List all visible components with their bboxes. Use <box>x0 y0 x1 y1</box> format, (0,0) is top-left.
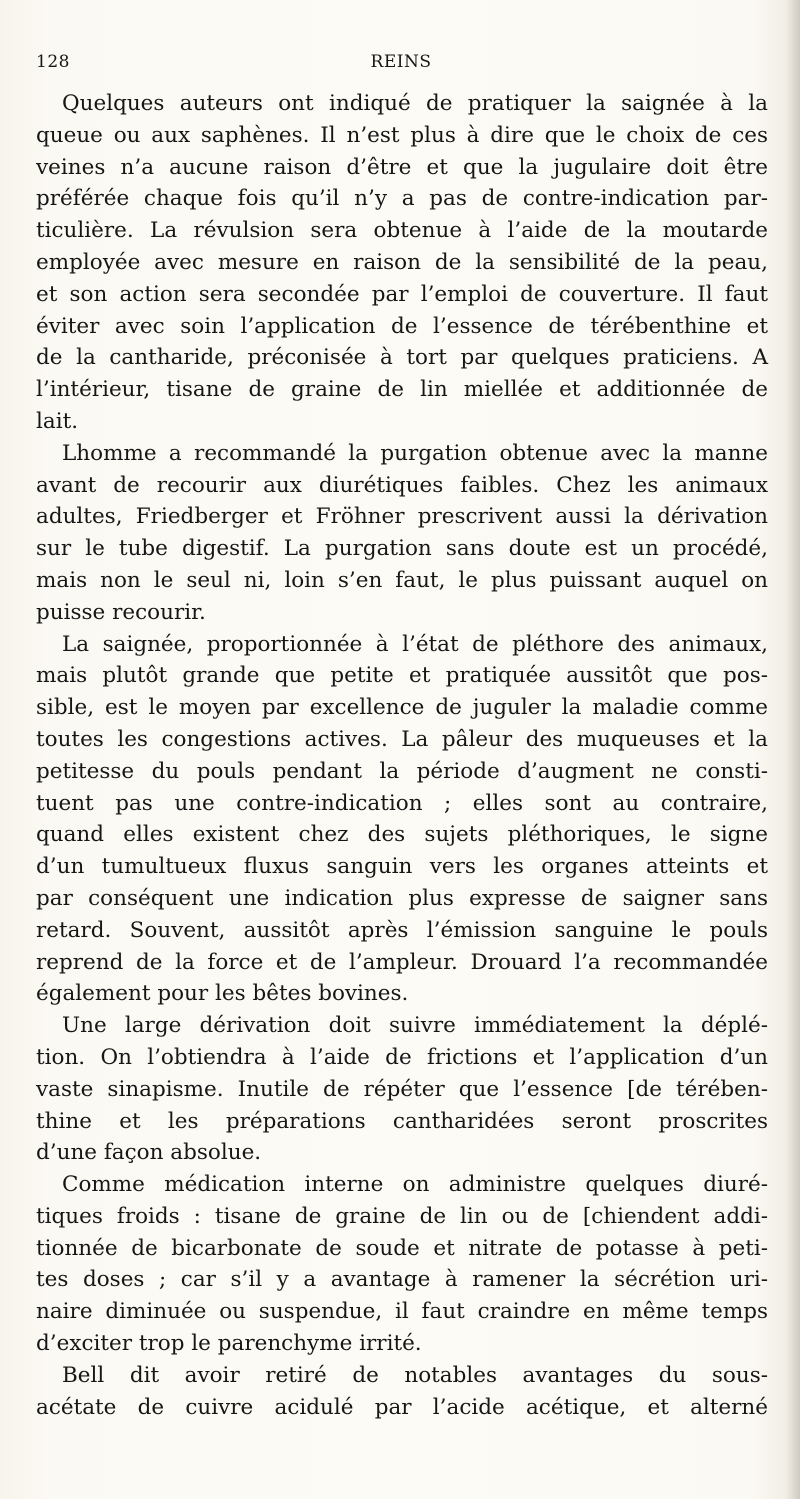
text-line: et son action sera secondée par l’emploi de couverture. Il faut <box>36 281 768 307</box>
text-line: thine et les préparations cantharidées seront proscrites <box>36 1108 768 1134</box>
text-line: tiques froids : tisane de graine de lin ou de [chiendent addi- <box>36 1203 768 1229</box>
text-line: Bell dit avoir retiré de notables avantages du sous- <box>62 1362 768 1388</box>
text-line: vaste sinapisme. Inutile de répéter que l’essence [de térében- <box>36 1076 768 1102</box>
text-line: lait. <box>36 408 79 434</box>
text-line: par conséquent une indication plus expresse de saigner sans <box>36 885 768 911</box>
text-line: ticulière. La révulsion sera obtenue à l’aide de la moutarde <box>36 218 768 244</box>
body-text <box>36 88 768 1423</box>
text-line: puisse recourir. <box>36 599 206 625</box>
text-line: acétate de cuivre acidulé par l’acide acétique, et alterné <box>36 1394 768 1420</box>
text-line: préférée chaque fois qu’il n’y a pas de contre-indication par- <box>36 186 768 212</box>
text-line: tes doses ; car s’il y a avantage à ramener la sécrétion uri- <box>36 1267 768 1293</box>
text-line: l’intérieur, tisane de graine de lin miellée et additionnée de <box>36 377 768 403</box>
paragraph <box>36 438 768 629</box>
text-line: reprend de la force et de l’ampleur. Drouard l’a recommandée <box>36 949 768 975</box>
text-line: retard. Souvent, aussitôt après l’émission sanguine le pouls <box>36 917 768 943</box>
text-line: La saignée, proportionnée à l’état de pléthore des animaux, <box>62 631 768 657</box>
text-line: employée avec mesure en raison de la sensibilité de la peau, <box>36 249 768 275</box>
text-line: Lhomme a recommandé la purgation obtenue avec la manne <box>62 440 768 466</box>
text-line: quand elles existent chez des sujets pléthoriques, le signe <box>36 822 768 848</box>
paragraph <box>36 1010 768 1169</box>
paragraph <box>36 1360 768 1424</box>
text-line: adultes, Friedberger et Fröhner prescrivent aussi la dérivation <box>36 504 768 530</box>
page-number: 128 <box>36 52 70 72</box>
text-line: veines n’a aucune raison d’être et que la jugulaire doit être <box>36 154 768 180</box>
text-line: mais non le seul ni, loin s’en faut, le plus puissant auquel on <box>36 567 768 593</box>
text-line: également pour les bêtes bovines. <box>36 981 409 1007</box>
text-line: mais plutôt grande que petite et pratiquée aussitôt que pos- <box>36 663 768 689</box>
text-line: Comme médication interne on administre quelques diuré- <box>62 1172 768 1198</box>
text-line: sible, est le moyen par excellence de juguler la maladie comme <box>36 695 768 721</box>
text-line: queue ou aux saphènes. Il n’est plus à dire que le choix de ces <box>36 122 768 148</box>
text-line: Une large dérivation doit suivre immédiatement la déplé- <box>62 1013 768 1039</box>
text-line: tuent pas une contre-indication ; elles sont au contraire, <box>36 790 768 816</box>
paragraph <box>36 1169 768 1360</box>
paragraph <box>36 88 768 438</box>
text-line: d’exciter trop le parenchyme irrité. <box>36 1331 422 1357</box>
text-line: d’un tumultueux fluxus sanguin vers les organes atteints et <box>36 854 768 880</box>
page-edge-shadow <box>786 0 800 1499</box>
paragraph <box>36 629 768 1011</box>
text-line: petitesse du pouls pendant la période d’augment ne consti- <box>36 758 768 784</box>
text-line: naire diminuée ou suspendue, il faut craindre en même temps <box>36 1299 768 1325</box>
text-line: toutes les congestions actives. La pâleur des muqueuses et la <box>36 726 768 752</box>
running-head <box>36 52 766 78</box>
text-line: avant de recourir aux diurétiques faibles. Chez les animaux <box>36 472 768 498</box>
text-line: sur le tube digestif. La purgation sans doute est un procédé, <box>36 536 768 562</box>
text-line: tion. On l’obtiendra à l’aide de frictions et l’application d’un <box>36 1044 768 1070</box>
text-line: d’une façon absolue. <box>36 1140 262 1166</box>
text-line: de la cantharide, préconisée à tort par quelques praticiens. A <box>36 345 768 371</box>
running-title: REINS <box>370 52 432 72</box>
text-line: Quelques auteurs ont indiqué de pratiquer la saignée à la <box>62 91 768 116</box>
text-line: éviter avec soin l’application de l’essence de térébenthine et <box>36 313 768 339</box>
text-line: tionnée de bicarbonate de soude et nitrate de potasse à peti- <box>36 1235 768 1261</box>
